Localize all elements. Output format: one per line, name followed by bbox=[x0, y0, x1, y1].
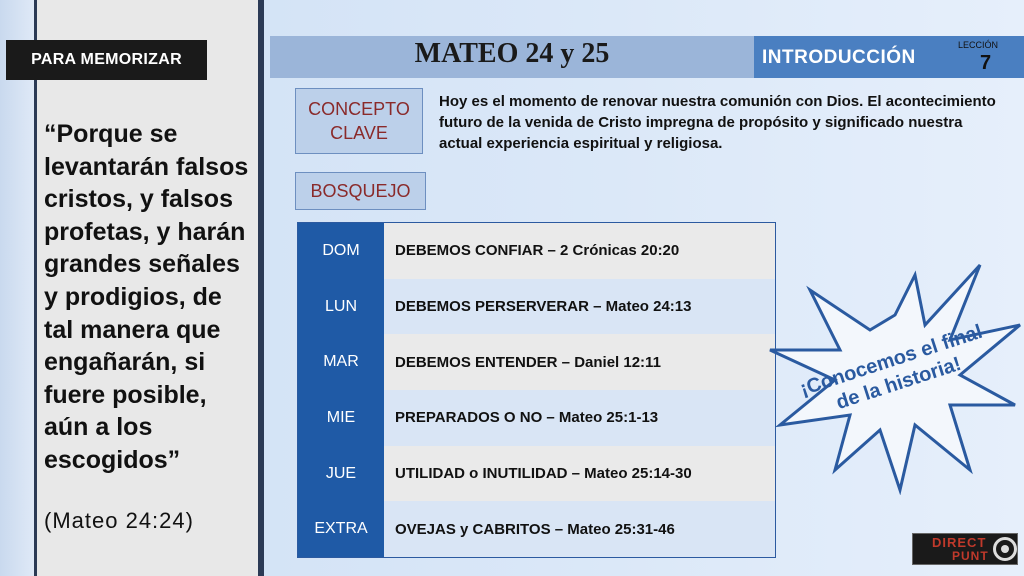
key-concept-label-line1: CONCEPTO bbox=[308, 99, 410, 119]
memorize-badge: PARA MEMORIZAR bbox=[6, 40, 207, 80]
outline-table bbox=[297, 222, 776, 558]
lesson-label: LECCIÓN bbox=[958, 40, 999, 50]
outline-day: MAR bbox=[323, 353, 359, 371]
outline-day: LUN bbox=[324, 297, 357, 315]
left-edge-strip bbox=[0, 0, 34, 576]
page-title: MATEO 24 y 25 bbox=[414, 38, 610, 69]
outline-day: DOM bbox=[322, 241, 360, 259]
lesson-number: 7 bbox=[980, 52, 992, 74]
outline-topic: OVEJAS y CABRITOS – Mateo 25:31-46 bbox=[384, 501, 775, 557]
key-concept-label bbox=[295, 88, 423, 154]
target-icon bbox=[993, 537, 1017, 561]
outline-topic: DEBEMOS ENTENDER – Daniel 12:11 bbox=[384, 334, 775, 390]
callout-text: ¡Conocemos el final de la historia! bbox=[797, 320, 986, 414]
key-concept-text: Hoy es el momento de renovar nuestra comunión con Dios. El acontecimiento futuro de la venida de Cristo impregna de propósito y significado nuestra actual experiencia espiritual y religiosa. bbox=[439, 93, 996, 152]
outline-topic-column bbox=[384, 223, 775, 557]
logo-text-line2: PUNT bbox=[952, 549, 989, 563]
memory-verse-text: “Porque se levantarán falsos cristos, y falsos profetas, y harán grandes señales y prodigios, de tal manera que engañarán, si fuere posible, aún a los escogidos” bbox=[44, 120, 249, 474]
key-concept-label-line2: CLAVE bbox=[330, 123, 388, 143]
outline-topic: UTILIDAD o INUTILIDAD – Mateo 25:14-30 bbox=[384, 446, 775, 502]
outline-topic: PREPARADOS O NO – Mateo 25:1-13 bbox=[384, 390, 775, 446]
outline-topic: DEBEMOS CONFIAR – 2 Crónicas 20:20 bbox=[384, 223, 775, 279]
outline-day: JUE bbox=[325, 464, 357, 482]
outline-label: BOSQUEJO bbox=[295, 172, 426, 210]
memory-verse-reference: (Mateo 24:24) bbox=[44, 508, 194, 533]
outline-day: EXTRA bbox=[314, 520, 368, 538]
section-title: INTRODUCCIÓN bbox=[762, 47, 916, 68]
outline-topic: DEBEMOS PERSERVERAR – Mateo 24:13 bbox=[384, 279, 775, 335]
outline-day-column bbox=[298, 223, 384, 557]
logo-text-line1: DIRECT bbox=[932, 535, 987, 550]
outline-day: MIE bbox=[326, 408, 356, 426]
